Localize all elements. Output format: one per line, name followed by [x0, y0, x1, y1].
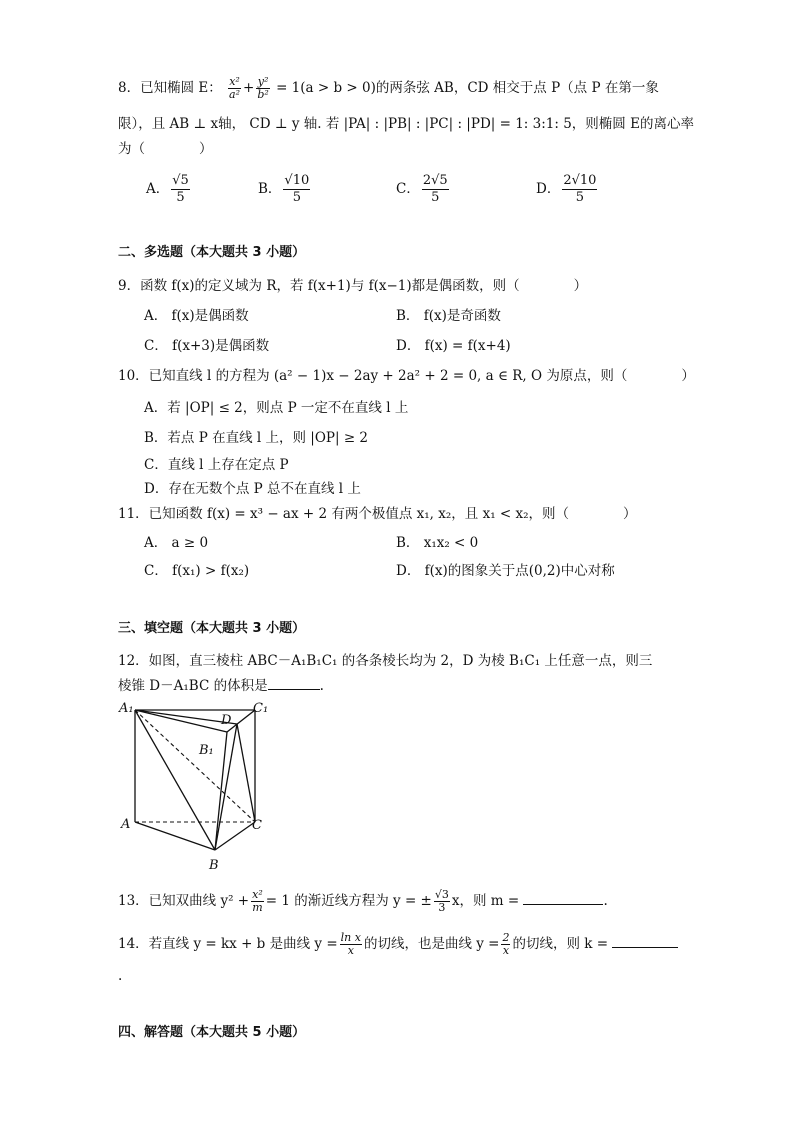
- q14-prefix: 14．若直线 y = kx + b 是曲线 y =: [118, 936, 338, 952]
- q8-frac-y: [256, 76, 269, 101]
- q12-line1: 12．如图，直三棱柱 ABC－A₁B₁C₁ 的各条棱长均为 2，D 为棱 B₁C₁ 上任意一点，则三: [118, 653, 653, 669]
- q11-option-d[interactable]: D． f(x)的图象关于点(0,2)中心对称: [396, 563, 615, 579]
- q9-stem: 9．函数 f(x)的定义域为 R，若 f(x+1)与 f(x−1)都是偶函数，则（ ）: [118, 278, 588, 294]
- q8-line1: [118, 76, 659, 101]
- option-fraction: [171, 173, 190, 206]
- edge-a1b: [135, 710, 215, 850]
- frac-den: x: [347, 944, 354, 957]
- label-c1: C₁: [253, 701, 269, 716]
- q8-frac-x: [228, 76, 241, 101]
- q10-option-a[interactable]: A．若 |OP| ≤ 2，则点 P 一定不在直线 l 上: [144, 400, 409, 416]
- q9-option-d[interactable]: D． f(x) = f(x+4): [396, 338, 511, 354]
- q10-option-d[interactable]: D．存在无数个点 P 总不在直线 l 上: [144, 481, 361, 497]
- frac-num: 2: [502, 931, 510, 944]
- option-fraction: [562, 173, 597, 206]
- q14-frac-lnx: [340, 932, 362, 957]
- q13-line: [118, 887, 608, 915]
- q13-suffix: x，则 m =: [451, 893, 520, 909]
- q13-root-frac: [434, 889, 450, 914]
- edge-bc: [215, 822, 255, 850]
- prism-figure: [115, 698, 275, 874]
- option-fraction: [422, 173, 449, 206]
- label-c: C: [252, 818, 262, 833]
- frac-den: b²: [257, 88, 269, 101]
- q13-mid: = 1 的渐近线方程为 y = ±: [265, 893, 432, 909]
- frac-num: ln x: [340, 931, 361, 944]
- section-heading-multiple-choice: 二、多选题（本大题共 3 小题）: [118, 245, 306, 260]
- q11-option-a[interactable]: A． a ≥ 0: [144, 535, 209, 551]
- q11-option-b[interactable]: B． x₁x₂ < 0: [396, 535, 479, 551]
- frac-den: m: [252, 901, 263, 914]
- label-a1: A₁: [119, 701, 134, 716]
- frac-num: √10: [284, 173, 310, 188]
- period: .: [603, 893, 608, 909]
- answer-blank[interactable]: [612, 947, 678, 948]
- label-d: D: [221, 713, 232, 728]
- q14-mid: 的切线，也是曲线 y =: [363, 936, 500, 952]
- frac-num: x²: [229, 75, 240, 88]
- q11-stem: 11．已知函数 f(x) = x³ − ax + 2 有两个极值点 x₁, x₂，且 x₁ < x₂，则（ ）: [118, 506, 637, 522]
- frac-den: 5: [575, 190, 585, 205]
- q10-option-c[interactable]: C．直线 l 上存在定点 P: [144, 457, 289, 473]
- q14-frac-2x: [501, 932, 510, 957]
- option-label: A．: [146, 181, 170, 197]
- q10-stem: 10．已知直线 l 的方程为 (a² − 1)x − 2ay + 2a² + 2 = 0, a ∈ R, O 为原点，则（ ）: [118, 368, 695, 384]
- q8-line2: 限），且 AB ⊥ x轴， CD ⊥ y 轴. 若 |PA| : |PB| : |PC| : |PD| = 1: 3:1: 5，则椭圆 E的离心率: [118, 116, 694, 132]
- q8-option-d[interactable]: [536, 173, 599, 206]
- answer-blank[interactable]: [268, 689, 320, 690]
- q9-option-a[interactable]: A． f(x)是偶函数: [144, 308, 249, 324]
- answer-blank[interactable]: [523, 904, 603, 905]
- q11-option-c[interactable]: C． f(x₁) > f(x₂): [144, 563, 250, 579]
- frac-den: a²: [229, 88, 241, 101]
- frac-den: 5: [431, 190, 440, 205]
- q10-option-b[interactable]: B．若点 P 在直线 l 上，则 |OP| ≥ 2: [144, 430, 369, 446]
- edge-ab: [135, 822, 215, 850]
- frac-num: y²: [257, 75, 269, 88]
- q8-suffix: = 1(a > b > 0)的两条弦 AB，CD 相交于点 P（点 P 在第一象: [276, 80, 659, 96]
- option-label: D．: [536, 181, 561, 197]
- option-label: B．: [258, 181, 282, 197]
- q8-prefix: 8．已知椭圆 E：: [118, 80, 222, 96]
- q9-option-c[interactable]: C． f(x+3)是偶函数: [144, 338, 270, 354]
- frac-den: x: [502, 944, 510, 957]
- section-heading-fill-in: 三、填空题（本大题共 3 小题）: [118, 621, 306, 636]
- q9-option-b[interactable]: B． f(x)是奇函数: [396, 308, 501, 324]
- plus-sign: +: [243, 80, 255, 96]
- frac-den: 3: [438, 901, 446, 914]
- frac-num: √3: [434, 888, 449, 901]
- q12-line2-text: 棱锥 D－A₁BC 的体积是: [118, 678, 268, 694]
- frac-num: x²: [252, 888, 263, 901]
- frac-den: 5: [176, 190, 185, 205]
- q13-prefix: 13．已知双曲线 y² +: [118, 893, 250, 909]
- frac-den: 5: [292, 190, 301, 205]
- q8-option-b[interactable]: [258, 173, 312, 206]
- label-b1: B₁: [199, 743, 214, 758]
- period: .: [319, 678, 324, 694]
- frac-num: 2√5: [422, 173, 448, 188]
- q12-line2: [118, 676, 324, 696]
- frac-num: √5: [172, 173, 189, 188]
- q14-suffix: 的切线，则 k =: [512, 936, 609, 952]
- q8-option-a[interactable]: [146, 173, 192, 206]
- q14-trailing-dot: .: [118, 968, 123, 984]
- label-b: B: [209, 858, 219, 873]
- label-a: A: [121, 817, 131, 832]
- option-label: C．: [396, 181, 420, 197]
- frac-num: 2√10: [563, 173, 597, 188]
- q14-line: [118, 930, 678, 958]
- q8-line3: 为（ ）: [118, 141, 213, 157]
- option-fraction: [283, 173, 310, 206]
- q8-option-c[interactable]: [396, 173, 451, 206]
- q13-frac: [251, 889, 264, 914]
- section-heading-solutions: 四、解答题（本大题共 5 小题）: [118, 1025, 306, 1040]
